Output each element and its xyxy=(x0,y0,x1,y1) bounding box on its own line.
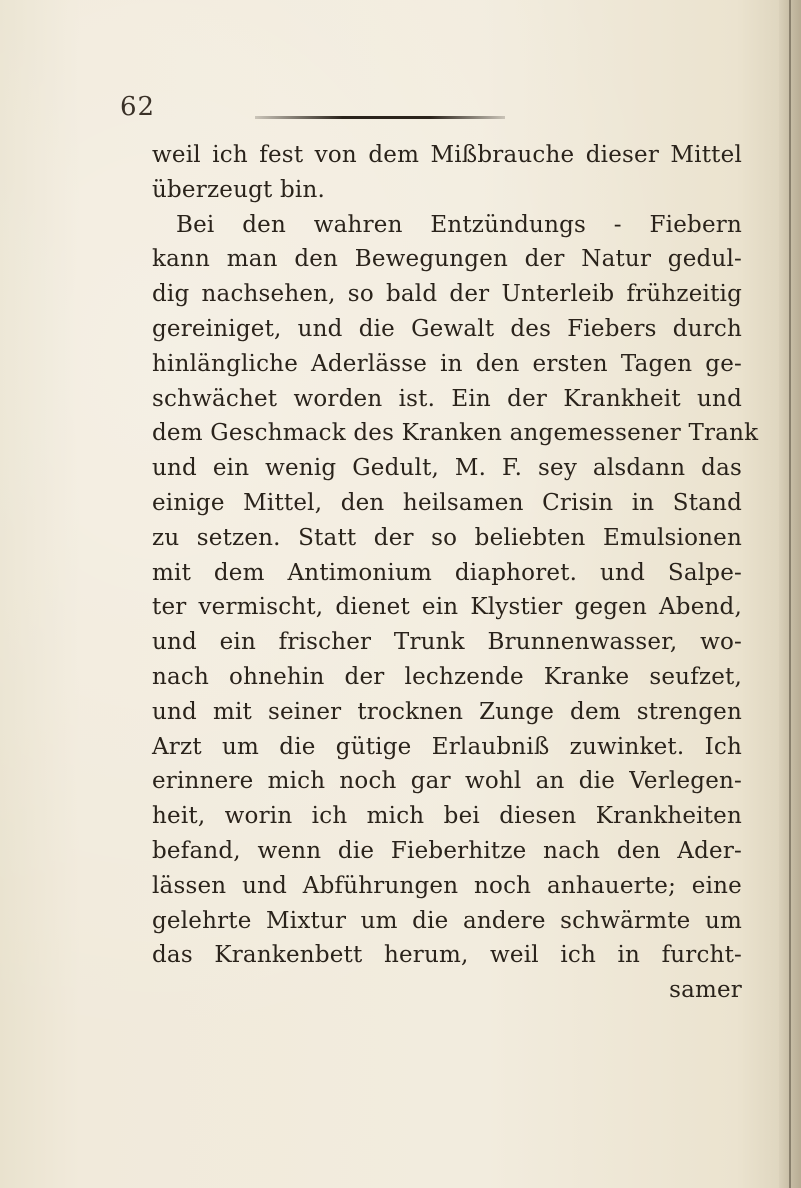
text-line: dem Geschmack des Kranken angemessener Trank xyxy=(152,420,759,447)
text-line: gelehrte Mixtur um die andere schwärmte um xyxy=(152,907,742,934)
header-rule xyxy=(255,116,505,119)
text-line: Bei den wahren Entzündungs - Fiebern xyxy=(176,211,742,238)
text-line: mit dem Antimonium diaphoret. und Salpe- xyxy=(152,559,742,586)
page-edge-line xyxy=(789,0,791,1188)
text-line: zu setzen. Statt der so beliebten Emulsionen xyxy=(152,524,742,551)
text-line: gereiniget, und die Gewalt des Fiebers durch xyxy=(152,315,742,342)
text-line: und ein wenig Gedult, M. F. sey alsdann das xyxy=(152,455,742,482)
text-line: weil ich fest von dem Mißbrauche dieser Mittel xyxy=(152,142,742,168)
text-line: Arzt um die gütige Erlaubniß zuwinket. Ich xyxy=(152,733,742,760)
page-number: 62 xyxy=(120,92,156,122)
text-line: erinnere mich noch gar wohl an die Verlegen- xyxy=(152,768,742,795)
text-line: lässen und Abführungen noch anhauerte; eine xyxy=(152,872,742,899)
text-line: ter vermischt, dienet ein Klystier gegen Abend, xyxy=(152,594,742,621)
text-line: kann man den Bewegungen der Natur gedul- xyxy=(152,246,742,273)
text-line: heit, worin ich mich bei diesen Krankheiten xyxy=(152,803,742,830)
catchword: samer xyxy=(669,977,742,1004)
text-line: das Krankenbett herum, weil ich in furcht- xyxy=(152,942,742,969)
text-line: nach ohnehin der lechzende Kranke seufzet, xyxy=(152,663,742,690)
text-line: überzeugt bin. xyxy=(152,176,325,203)
text-line: hinlängliche Aderlässe in den ersten Tagen ge- xyxy=(152,350,742,377)
text-line: dig nachsehen, so bald der Unterleib frühzeitig xyxy=(152,281,742,308)
text-line: einige Mittel, den heilsamen Crisin in Stand xyxy=(152,489,742,516)
text-line: schwächet worden ist. Ein der Krankheit und xyxy=(152,385,742,412)
text-line: und mit seiner trocknen Zunge dem strengen xyxy=(152,698,742,725)
body-text xyxy=(152,138,759,1008)
text-line: und ein frischer Trunk Brunnenwasser, wo- xyxy=(152,629,742,656)
text-line: befand, wenn die Fieberhitze nach den Ader- xyxy=(152,837,742,864)
